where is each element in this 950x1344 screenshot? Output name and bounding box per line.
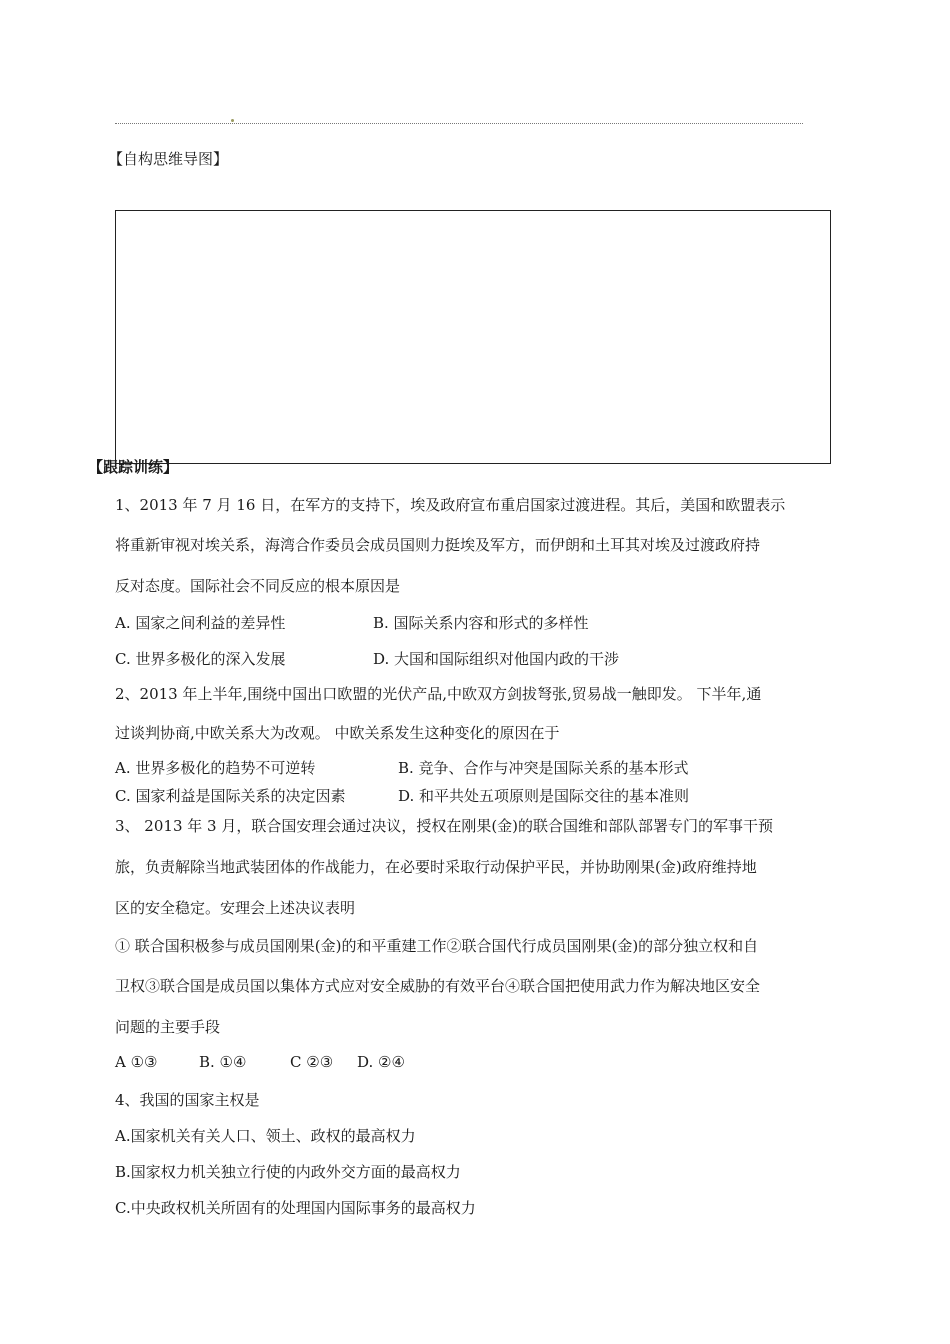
question-3-statements-2: 卫权③联合国是成员国以集体方式应对安全威胁的有效平台④联合国把使用武力作为解决地区安全 [115, 977, 761, 995]
question-1-option-d[interactable]: D. 大国和国际组织对他国内政的干涉 [373, 650, 620, 668]
question-3-option-b[interactable]: B. ①④ [199, 1053, 247, 1071]
question-4-option-b[interactable]: B.国家权力机关独立行使的内政外交方面的最高权力 [115, 1163, 461, 1181]
question-2-option-d[interactable]: D. 和平共处五项原则是国际交往的基本准则 [398, 787, 690, 805]
question-2-option-a[interactable]: A. 世界多极化的趋势不可逆转 [115, 759, 316, 777]
question-3-line-3: 区的安全稳定。安理会上述决议表明 [115, 899, 356, 917]
question-1-option-a[interactable]: A. 国家之间利益的差异性 [115, 614, 286, 632]
question-1-line-2: 将重新审视对埃关系，海湾合作委员会成员国则力挺埃及军方，而伊朗和土耳其对埃及过渡政府持 [115, 536, 761, 554]
question-3-statements-3: 问题的主要手段 [115, 1018, 221, 1036]
question-1-line-3: 反对态度。国际社会不同反应的根本原因是 [115, 577, 401, 595]
question-2-option-b[interactable]: B. 竞争、合作与冲突是国际关系的基本形式 [398, 759, 689, 777]
question-1-line-1: 1、2013 年 7 月 16 日，在军方的支持下，埃及政府宣布重启国家过渡进程。其后，美国和欧盟表示 [115, 496, 786, 514]
question-3-line-2: 旅，负责解除当地武装团体的作战能力，在必要时采取行动保护平民，并协助刚果(金)政府维持地 [115, 858, 757, 876]
question-4-option-a[interactable]: A.国家机关有关人口、领土、政权的最高权力 [115, 1127, 416, 1145]
training-heading: 【跟踪训练】 [88, 458, 179, 476]
header-rule [115, 123, 803, 124]
question-3-option-c[interactable]: C ②③ [290, 1053, 334, 1071]
question-2-line-2: 过谈判协商,中欧关系大为改观。 中欧关系发生这种变化的原因在于 [115, 724, 560, 742]
mindmap-box[interactable] [115, 210, 831, 464]
question-2-option-c[interactable]: C. 国家利益是国际关系的决定因素 [115, 787, 346, 805]
question-4-option-c[interactable]: C.中央政权机关所固有的处理国内国际事务的最高权力 [115, 1199, 476, 1217]
question-3-statements-1: ① 联合国积极参与成员国刚果(金)的和平重建工作②联合国代行成员国刚果(金)的部分独立权和自 [115, 937, 759, 955]
question-3-option-d[interactable]: D. ②④ [357, 1053, 405, 1071]
mindmap-heading: 【自构思维导图】 [108, 150, 229, 168]
question-1-option-c[interactable]: C. 世界多极化的深入发展 [115, 650, 286, 668]
question-2-line-1: 2、2013 年上半年,围绕中国出口欧盟的光伏产品,中欧双方剑拔弩张,贸易战一触即发。 下半年,通 [115, 685, 762, 703]
question-4-line-1: 4、我国的国家主权是 [115, 1091, 260, 1109]
header-rule-mark [231, 119, 234, 122]
question-1-option-b[interactable]: B. 国际关系内容和形式的多样性 [373, 614, 589, 632]
question-3-line-1: 3、 2013 年 3 月，联合国安理会通过决议，授权在刚果(金)的联合国维和部队部署专门的军事干预 [115, 817, 774, 835]
question-3-option-a[interactable]: A ①③ [115, 1053, 158, 1071]
